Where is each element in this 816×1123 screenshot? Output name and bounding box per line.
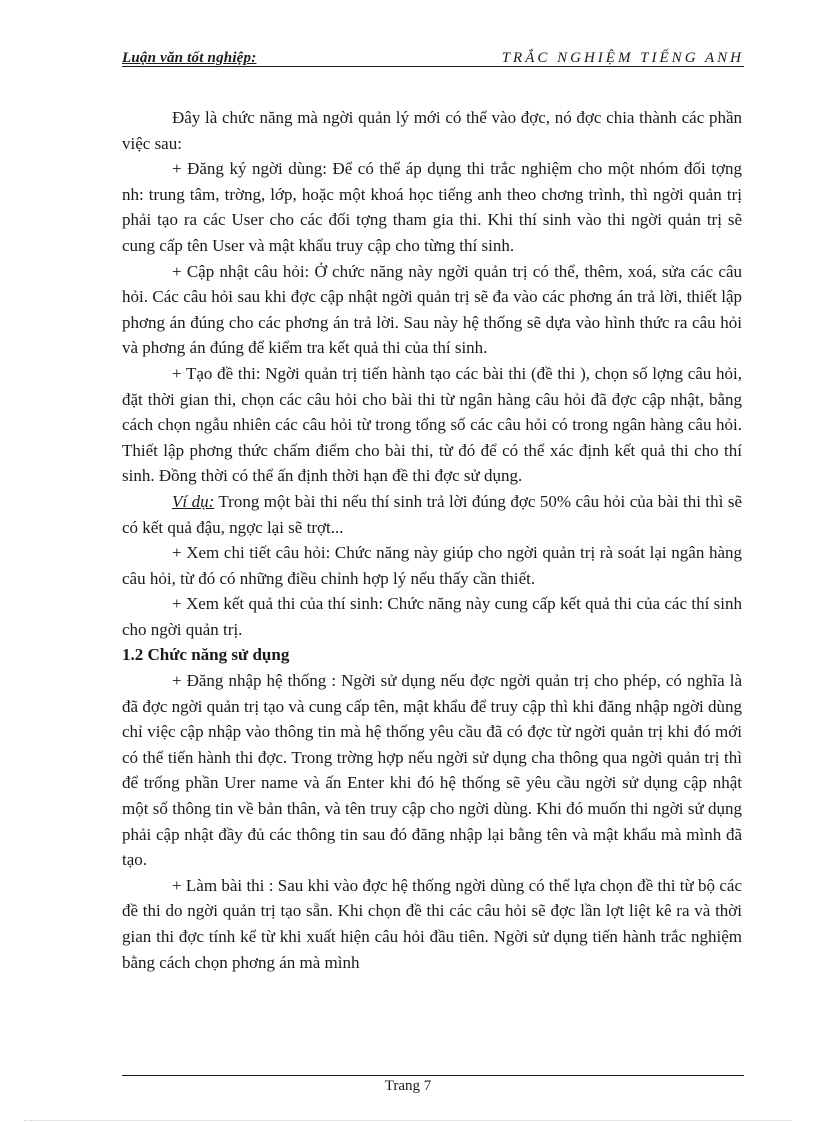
paragraph-user-registration: + Đăng ký ngời dùng: Để có thể áp dụng thi trắc nghiệm cho một nhóm đối tợng nh: trung tâm, trờng, lớp, hoặc một khoá học tiếng anh theo chơng trình, thì ngời quản trị phải tạo ra các User cho các đối tợng tham gia thi. Khi thí sinh vào thi ngời quản trị sẽ cung cấp tên User và mật khẩu truy cập cho từng thí sinh.: [122, 159, 742, 255]
header-divider: [122, 66, 744, 67]
paragraph-question-detail: + Xem chi tiết câu hỏi: Chức năng này giúp cho ngời quản trị rà soát lại ngân hàng câu hỏi, từ đó có những điều chỉnh hợp lý nếu thấy cần thiết.: [122, 543, 742, 588]
section-heading: 1.2 Chức năng sử dụng: [122, 645, 290, 665]
paragraph-view-results: + Xem kết quả thi của thí sinh: Chức năng này cung cấp kết quả thi của các thí sinh cho ngời quản trị.: [122, 594, 742, 639]
paragraph-intro: Đây là chức năng mà ngời quản lý mới có thể vào đợc, nó đợc chia thành các phần việc sau:: [122, 108, 742, 153]
page-bottom-dotted-line: [24, 1120, 792, 1121]
paragraph-take-exam: + Làm bài thi : Sau khi vào đợc hệ thống ngời dùng có thể lựa chọn đề thi từ bộ các đề thi do ngời quản trị tạo sẵn. Khi chọn đề thi các câu hỏi sẽ đợc lần lợt liệt kê ra và thời gian thi đợc tính kể từ khi xuất hiện câu hỏi đầu tiên. Ngời sử dụng tiến hành trắc nghiệm bằng cách chọn phơng án mà mình: [122, 875, 742, 972]
paragraph-create-exam: + Tạo đề thi: Ngời quản trị tiến hành tạo các bài thi (đề thi ), chọn số lợng câu hỏi, đặt thời gian thi, chọn các câu hỏi cho bài thi từ ngân hàng câu hỏi đã đợc cập nhật, bằng cách chọn ngẫu nhiên các câu hỏi từ trong tổng số các câu hỏi có trong ngân hàng câu hỏi. Thiết lập phơng thức chấm điểm cho bài thi, từ đó để có thể xác định kết quả thi cho thí sinh. Đồng thời có thể ấn định thời hạn đề thi đợc sử dụng.: [122, 363, 742, 486]
footer-divider: [122, 1075, 744, 1076]
example-label: Ví dụ:: [172, 491, 215, 511]
paragraph-login: + Đăng nhập hệ thống : Ngời sử dụng nếu đợc ngời quản trị cho phép, có nghĩa là đã đợc ngời quản trị tạo và cung cấp tên, mật khẩu để truy cập thì khi đăng nhập ngời dùng chỉ việc cập nhập vào thông tin mà hệ thống yêu cầu đã có đợc từ ngời quản trị khi đó mới có thể tiến hành thi đợc. Trong trờng hợp nếu ngời sử dụng cha thông qua ngời quản trị thì để trống phần Urer name và ấn Enter khi đó hệ thống sẽ yêu cầu ngời sử dụng cập nhật một số thông tin về bản thân, và tên truy cập cho ngời dùng. Khi đó muốn thi ngời sử dụng phải cập nhật đầy đủ các thông tin sau đó đăng nhập lại bằng tên và mật khẩu mà mình đã tạo.: [122, 671, 742, 870]
paragraph-example: [122, 489, 742, 540]
header-thesis-label: Luận văn tốt nghiệp:: [122, 50, 257, 66]
page-number: Trang 7: [384, 1078, 432, 1094]
header-title: TRẮC NGHIỆM TIẾNG ANH: [501, 50, 744, 66]
document-body: [122, 105, 742, 975]
example-text: Trong một bài thi nếu thí sinh trả lời đúng đợc 50% câu hỏi của bài thi thì sẽ có kết quả đậu, ngợc lại sẽ trợt...: [122, 491, 742, 537]
paragraph-question-update: + Cập nhật câu hỏi: Ở chức năng này ngời quản trị có thể, thêm, xoá, sửa các câu hỏi. Các câu hỏi sau khi đợc cập nhật ngời quản trị sẽ đa vào các phơng án trả lời, thiết lập phơng án đúng cho các phơng án trả lời. Sau này hệ thống sẽ dựa vào hình thức ra câu hỏi và phơng án đúng để kiểm tra kết quả thi của thí sinh.: [122, 261, 742, 358]
page-footer: [0, 1078, 816, 1095]
